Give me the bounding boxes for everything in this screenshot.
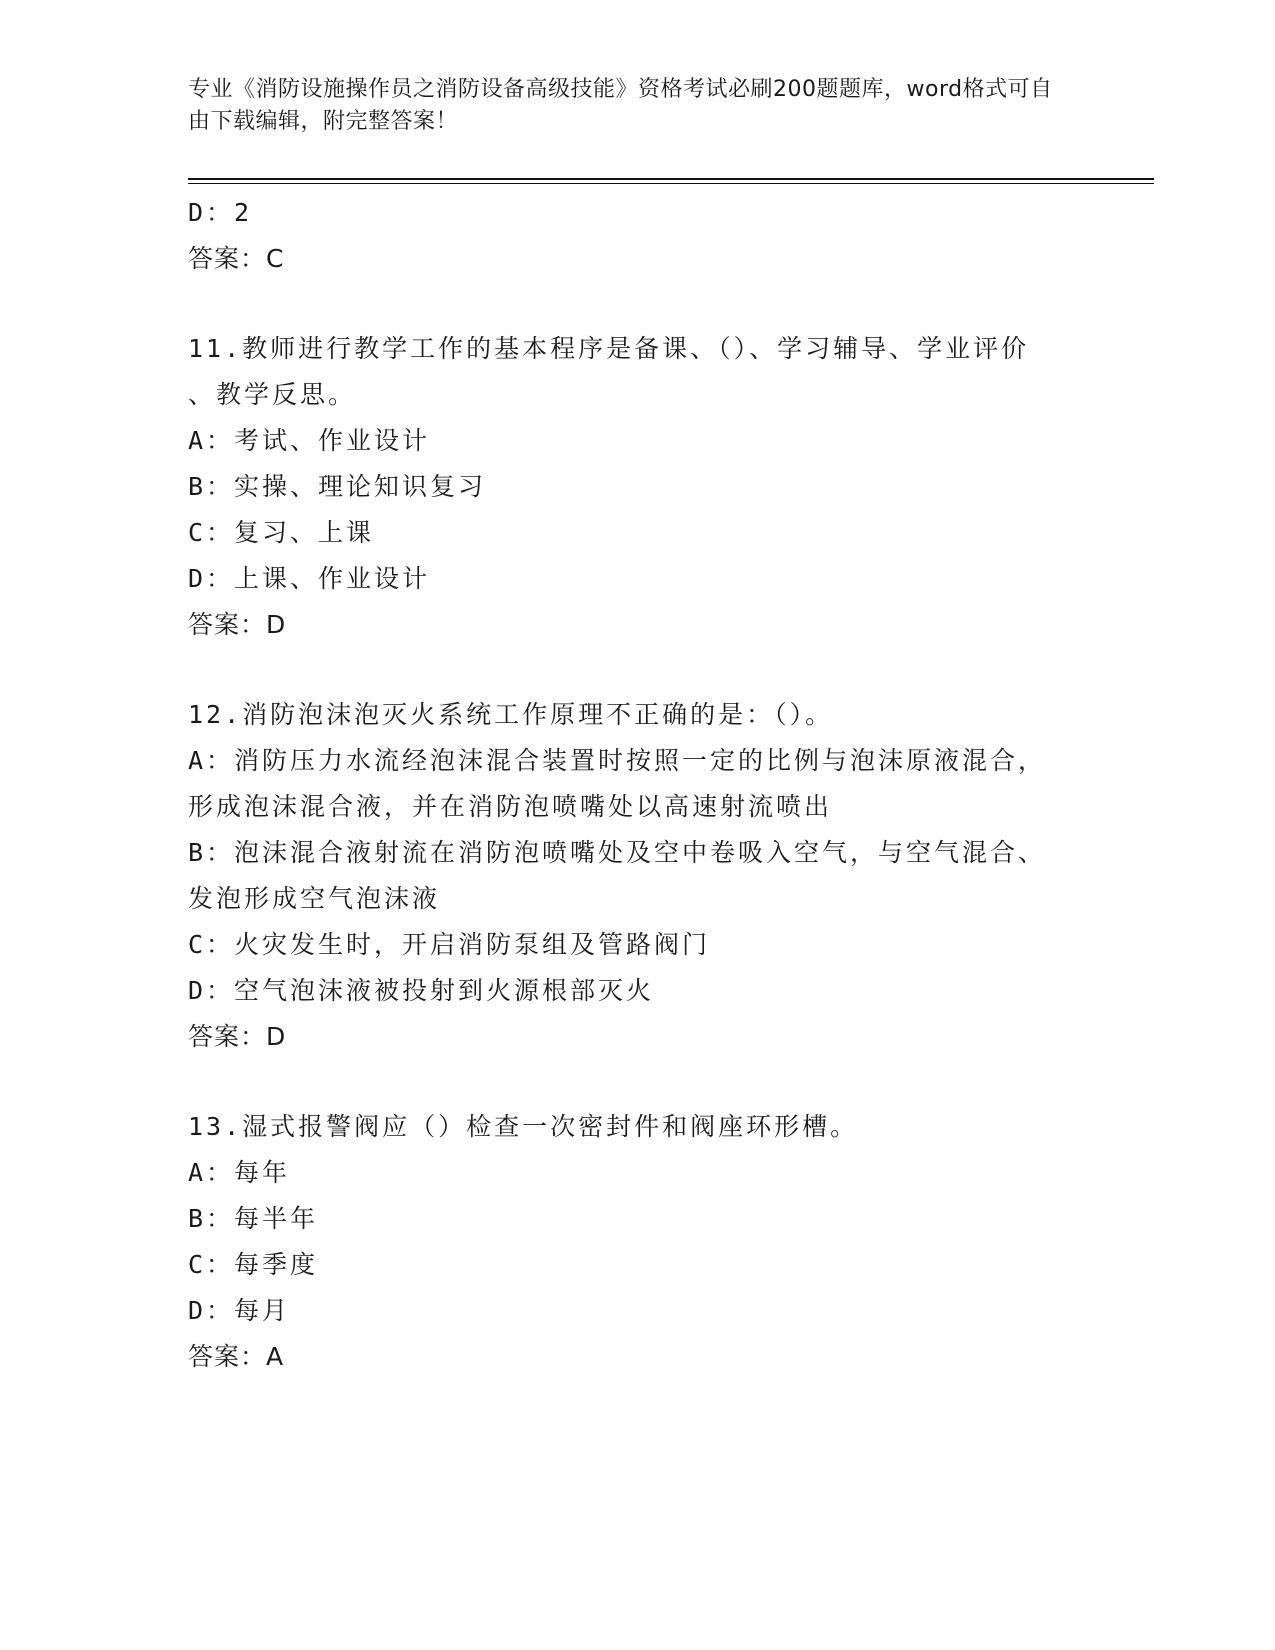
question-13-option-c: C：每季度: [188, 1250, 319, 1279]
question-12-option-b-line1: B：泡沫混合液射流在消防泡喷嘴处及空中卷吸入空气，与空气混合、: [188, 838, 1047, 867]
question-11-text-line2: 、教学反思。: [188, 380, 357, 409]
question-11-option-a: A：考试、作业设计: [188, 426, 431, 455]
prev-option-d: D：2: [188, 198, 253, 227]
question-11-option-d: D：上课、作业设计: [188, 564, 431, 593]
question-12-option-c: C：火灾发生时，开启消防泵组及管路阀门: [188, 930, 711, 959]
question-11-option-c: C：复习、上课: [188, 518, 375, 547]
prev-answer: 答案：C: [188, 244, 285, 273]
question-13: [188, 1104, 1088, 1380]
question-12-text: 12.消防泡沫泡灭火系统工作原理不正确的是：（）。: [188, 700, 834, 729]
question-12: [188, 692, 1088, 1060]
question-content: [188, 190, 1088, 1380]
question-13-option-a: A：每年: [188, 1158, 291, 1187]
document-header: 专业《消防设施操作员之消防设备高级技能》资格考试必刷200题题库，word格式可自由下载编辑，附完整答案！: [188, 77, 1053, 134]
question-13-option-b: B：每半年: [188, 1204, 319, 1233]
header-rule-thick: [188, 178, 1154, 180]
question-11-option-b: B：实操、理论知识复习: [188, 472, 487, 501]
spacer: [188, 282, 1088, 326]
header-rule-thin: [188, 183, 1154, 184]
spacer: [188, 1060, 1088, 1104]
question-11-answer: 答案：D: [188, 610, 287, 639]
question-12-option-d: D：空气泡沫液被投射到火源根部灭火: [188, 976, 655, 1005]
question-13-option-d: D：每月: [188, 1296, 291, 1325]
question-11-text-line1: 11.教师进行教学工作的基本程序是备课、（）、学习辅导、学业评价: [188, 334, 1030, 363]
question-12-option-b-line2: 发泡形成空气泡沫液: [188, 884, 441, 913]
question-13-text: 13.湿式报警阀应（）检查一次密封件和阀座环形槽。: [188, 1112, 859, 1141]
question-12-option-a-line2: 形成泡沫混合液，并在消防泡喷嘴处以高速射流喷出: [188, 792, 833, 821]
question-12-option-a-line1: A：消防压力水流经泡沫混合装置时按照一定的比例与泡沫原液混合，: [188, 746, 1047, 775]
question-13-answer: 答案：A: [188, 1342, 285, 1371]
question-12-answer: 答案：D: [188, 1022, 287, 1051]
spacer: [188, 648, 1088, 692]
question-11: [188, 326, 1088, 648]
